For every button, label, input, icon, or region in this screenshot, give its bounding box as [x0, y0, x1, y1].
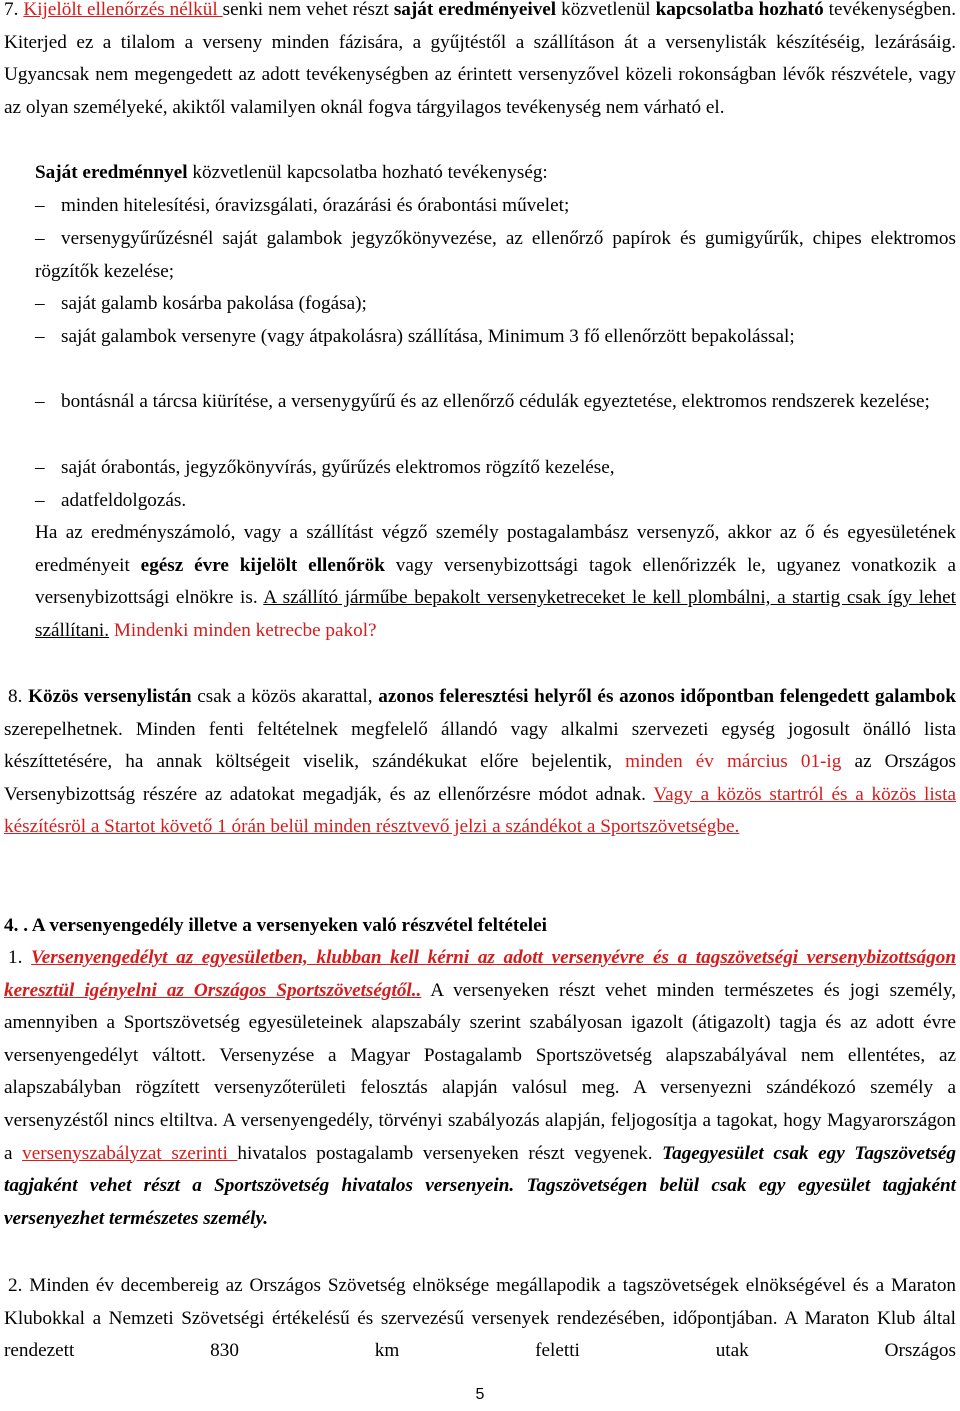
controller-paragraph: Ha az eredményszámoló, vagy a szállítást végző személy postagalambász versenyző, akkor az ő és egyesületének eredményeit egész évre kijelölt ellenőrök vagy versenybizottsági tagok ellenőrizzék le, ugyanez vonatkozik a versenybizottsági elnökre is. A szállító járműbe bepakolt versenyketreceket le kell plombálni, a startig csak így lehet szállítani. Mindenki minden ketrecbe pakol?: [35, 522, 956, 641]
section-heading: 4. . A versenyengedély illetve a versenyeken való részvétel feltételei: [4, 915, 547, 936]
item-2-paragraph: 2. Minden év decembereig az Országos Szövetség elnöksége megállapodik a tagszövetségek elnökségével és a Maraton Klubokkal a Nemzeti Szövetségi értékelésű és szervezésű versenyek rendezésében, időpontjában. A Maraton Klub által rendezett 830 km feletti utak Országos: [4, 1275, 957, 1362]
list-item: – adatfeldolgozás.: [35, 490, 187, 511]
list-item: – saját galambok versenyre (vagy átpakolásra) szállítása, Minimum 3 fő ellenőrzött bepakolással;: [35, 326, 795, 347]
list-item: – minden hitelesítési, óravizsgálati, órazárási és órabontási művelet;: [35, 195, 570, 216]
section-number: 7.: [4, 0, 24, 20]
page-number: 5: [475, 1386, 485, 1403]
own-result-intro: Saját eredménnyel közvetlenül kapcsolatba hozható tevékenység:: [35, 162, 548, 183]
section-7-paragraph: 7. Kijelölt ellenőrzés nélkül senki nem vehet részt saját eredményeivel közvetlenül kapcsolatba hozható tevékenységben. Kiterjed ez a tilalom a verseny minden fázisára, a gyűjtéstől a szállításon át a versenylisták készítéséig, lezárásáig. Ugyancsak nem megengedett az adott tevékenységben az érintett versenyzővel közeli rokonságban lévők részvétele, vagy az olyan személyeké, akiktől valamilyen oknál fogva tárgyilagos tevékenység nem várható el.: [4, 0, 956, 118]
list-item: – saját galamb kosárba pakolása (fogása);: [35, 293, 367, 314]
list-item: – versenygyűrűzésnél saját galambok jegyzőkönyvezése, az ellenőrző papírok és gumigyűrűk, chipes elektromos rögzítők kezelése;: [35, 228, 956, 282]
highlight-text: Kijelölt ellenőrzés nélkül: [23, 0, 223, 20]
section-8-paragraph: 8. Közös versenylistán csak a közös akarattal, azonos feleresztési helyről és azonos időpontban felengedett galambok szerepelhetnek. Minden fenti feltételnek megfelelő állandó vagy alkalmi szervezeti egység jogosult önálló lista készíttetésére, ha annak költségeit viselik, szándékukat előre bejelentik, minden év március 01-ig az Országos Versenybizottság részére az adatokat megadják, és az ellenőrzésre módot adnak. Vagy a közös startról és a közös lista készítésröl a Startot követő 1 órán belül minden résztvevő jelzi a szándékot a Sportszövetségbe.: [4, 686, 957, 838]
item-1-paragraph: 1. Versenyengedélyt az egyesületben, klubban kell kérni az adott versenyévre és a tagszövetségi versenybizottságon keresztül igényelni az Országos Sportszövetségtől.. A versenyeken részt vehet minden természetes és jogi személy, amennyiben a Sportszövetség egyesületeinek alapszabály szerint szabályosan igazolt (átigazolt) tagja és az adott évre versenyengedélyt váltott. Versenyzése a Magyar Postagalamb Sportszövetség alapszabályával nem ellentétes, az alapszabályban rögzített versenyzőterületi felosztás alapján valósul meg. A versenyezni szándékozó személy a versenyzéstől nincs eltiltva. A versenyengedély, törvényi szabályozás alapján, feljogosítja a tagokat, hogy Magyarországon a versenyszabályzat szerinti hivatalos postagalamb versenyeken részt vegyenek. Tagegyesület csak egy Tagszövetség tagjaként vehet részt a Sportszövetség hivatalos versenyein. Tagszövetségen belül csak egy egyesület tagjaként versenyezhet természetes személy.: [4, 947, 957, 1229]
list-item: – saját órabontás, jegyzőkönyvírás, gyűrűzés elektromos rögzítő kezelése,: [35, 457, 615, 478]
list-item: – bontásnál a tárcsa kiürítése, a versenygyűrű és az ellenőrző cédulák egyeztetése, elektromos rendszerek kezelése;: [35, 391, 930, 412]
